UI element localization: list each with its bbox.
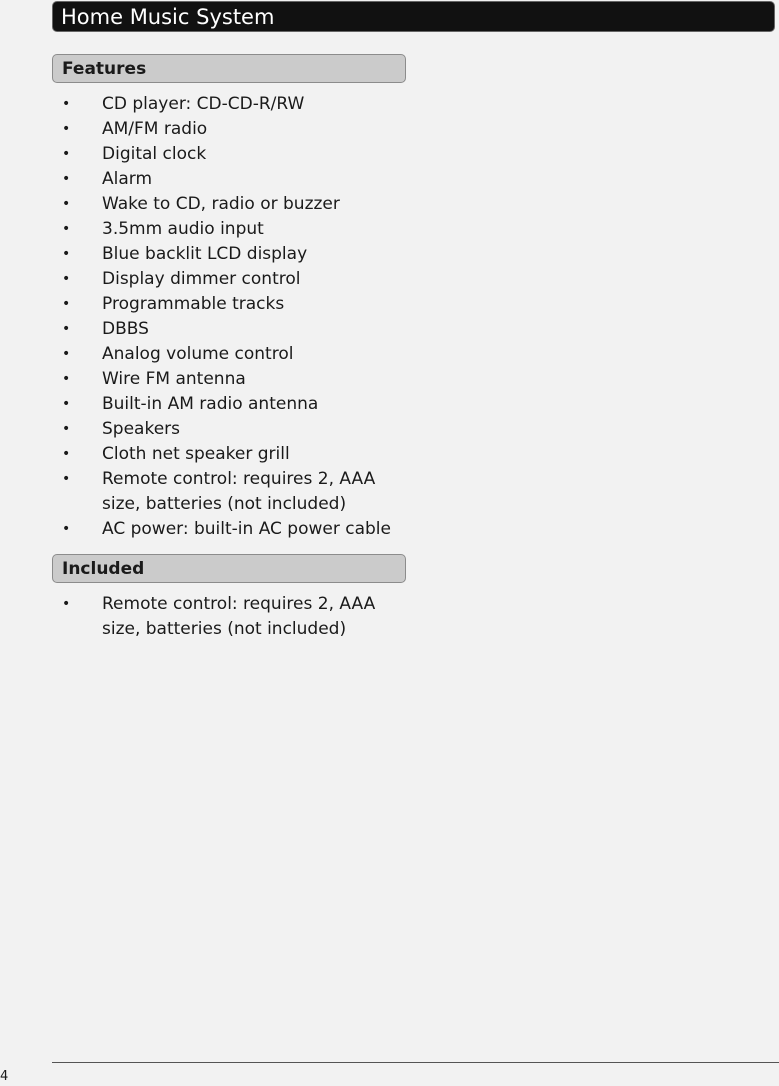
list-item-text: Built-in AM radio antenna: [102, 394, 319, 414]
list-item: [62, 167, 412, 192]
list-item-text: Speakers: [102, 419, 181, 439]
bullet-icon: •: [62, 371, 71, 387]
included-section-title: Included: [62, 559, 145, 579]
list-item: [62, 417, 412, 442]
bullet-icon: •: [62, 171, 71, 187]
list-item: [62, 442, 412, 467]
list-item-text: AM/FM radio: [102, 119, 208, 139]
list-item: [62, 92, 412, 117]
list-item-text: Blue backlit LCD display: [102, 244, 308, 264]
list-item-text: DBBS: [102, 319, 149, 339]
bullet-icon: •: [62, 396, 71, 412]
features-section-title: Features: [62, 59, 147, 79]
list-item: [62, 367, 412, 392]
list-item: [62, 342, 412, 367]
list-item-text: CD player: CD-CD-R/RW: [102, 94, 305, 114]
list-item-text: Programmable tracks: [102, 294, 285, 314]
bullet-icon: •: [62, 521, 71, 537]
bullet-icon: •: [62, 246, 71, 262]
page-number: 4: [0, 1069, 9, 1084]
list-item: [62, 317, 412, 342]
list-item-text: 3.5mm audio input: [102, 219, 264, 239]
bullet-icon: •: [62, 446, 71, 462]
features-section-header: [52, 54, 406, 83]
list-item-text: Wake to CD, radio or buzzer: [102, 194, 340, 214]
bullet-icon: •: [62, 346, 71, 362]
bullet-icon: •: [62, 271, 71, 287]
list-item: [62, 142, 412, 167]
list-item-text: Wire FM antenna: [102, 369, 246, 389]
features-list: [62, 92, 412, 542]
list-item: [62, 517, 412, 542]
footer-divider: [52, 1062, 779, 1063]
list-item: [62, 192, 412, 217]
list-item: [62, 217, 412, 242]
list-item-text: Analog volume control: [102, 344, 294, 364]
bullet-icon: •: [62, 196, 71, 212]
list-item: [62, 267, 412, 292]
list-item: [62, 292, 412, 317]
list-item-text: Remote control: requires 2, AAA size, batteries (not included): [102, 469, 376, 514]
list-item: [62, 392, 412, 417]
included-list: [62, 592, 412, 642]
bullet-icon: •: [62, 221, 71, 237]
list-item-text: AC power: built-in AC power cable: [102, 519, 391, 539]
bullet-icon: •: [62, 321, 71, 337]
bullet-icon: •: [62, 146, 71, 162]
page-title-bar: [52, 1, 775, 32]
list-item: [62, 592, 412, 642]
list-item: [62, 242, 412, 267]
page-title: Home Music System: [61, 5, 275, 29]
list-item-text: Display dimmer control: [102, 269, 301, 289]
list-item-text: Digital clock: [102, 144, 207, 164]
bullet-icon: •: [62, 471, 71, 487]
bullet-icon: •: [62, 296, 71, 312]
bullet-icon: •: [62, 596, 71, 612]
list-item-text: Alarm: [102, 169, 153, 189]
list-item-text: Cloth net speaker grill: [102, 444, 290, 464]
list-item: [62, 117, 412, 142]
list-item: [62, 467, 412, 517]
bullet-icon: •: [62, 421, 71, 437]
included-section-header: [52, 554, 406, 583]
bullet-icon: •: [62, 121, 71, 137]
list-item-text: Remote control: requires 2, AAA size, batteries (not included): [102, 594, 376, 639]
bullet-icon: •: [62, 96, 71, 112]
